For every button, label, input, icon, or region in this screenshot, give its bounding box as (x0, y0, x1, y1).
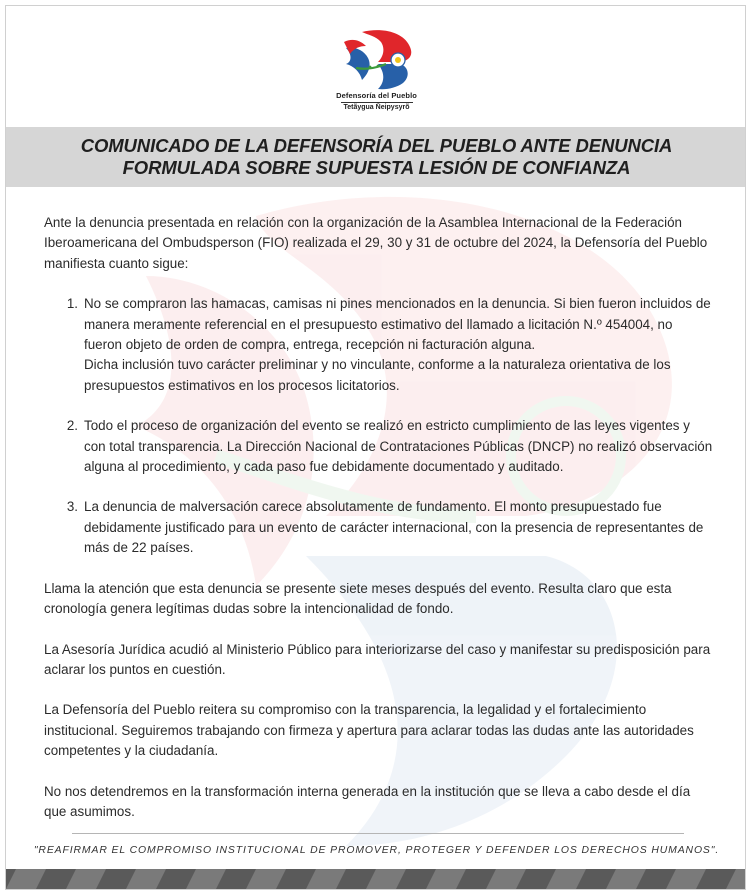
title-line-2: FORMULADA SOBRE SUPUESTA LESIÓN DE CONFIANZA (122, 157, 631, 178)
list-item-number: 3. (66, 499, 78, 515)
logo-institution-name: Defensoría del Pueblo (336, 91, 417, 100)
title-band (6, 127, 746, 187)
body-paragraph: No nos detendremos en la transformación interna generada en la institución que se lleva a cabo desde el día que asumimos. (44, 783, 691, 819)
list-item-text: La denuncia de malversación carece absolutamente de fundamento. El monto presupuestado fue debidamente justificado para un evento de carácter internacional, con la presencia de representantes de más de 22 países. (84, 499, 704, 556)
list-item (44, 294, 714, 396)
list-item-text: Todo el proceso de organización del evento se realizó en estricto cumplimiento de las leyes vigentes y con total transparencia. La Dirección Nacional de Contrataciones Públicas (DNCP) no realizó observación alguna al procedimiento, y cada paso fue debidamente documentado y auditado. (84, 418, 713, 475)
defensoria-logo-icon (338, 28, 416, 90)
list-item-text: No se compraron las hamacas, camisas ni pines mencionados en la denuncia. Si bien fueron incluidos de manera meramente referencial en el presupuesto estimativo del llamado a licitación N.º 454004, no fueron objeto de orden de compra, entrega, recepción ni facturación alguna. (84, 296, 711, 353)
footer-bar (6, 869, 746, 889)
footer-divider (72, 833, 684, 834)
list-item-number: 2. (66, 418, 78, 434)
logo-divider (341, 102, 413, 103)
communique-body (44, 213, 714, 822)
body-paragraph: La Asesoría Jurídica acudió al Ministerio Público para interiorizarse del caso y manifestar su predisposición para aclarar los puntos en cuestión. (44, 641, 711, 677)
header-logo (6, 28, 746, 111)
body-paragraph: Llama la atención que esta denuncia se presente siete meses después del evento. Resulta claro que esta cronología genera legítimas dudas sobre la intencionalidad de fondo. (44, 580, 672, 617)
document-page (5, 5, 746, 890)
list-item (44, 497, 714, 558)
footer-motto: "REAFIRMAR EL COMPROMISO INSTITUCIONAL DE PROMOVER, PROTEGER Y DEFENDER LOS DERECHOS HUMANOS". (33, 845, 720, 856)
intro-paragraph: Ante la denuncia presentada en relación con la organización de la Asamblea Internacional de la Federación Iberoamericana del Ombudsperson (FIO) realizada el 29, 30 y 31 de octubre del 2024, la Defensoría del Pueblo manifiesta cuanto sigue: (44, 215, 708, 271)
footer-stripes (6, 869, 746, 889)
body-paragraph: La Defensoría del Pueblo reitera su compromiso con la transparencia, la legalidad y el fortalecimiento institucional. Seguiremos trabajando con firmeza y apertura para aclarar todas las dudas ante las autoridades competentes y la ciudadanía. (44, 702, 694, 759)
list-item (44, 416, 714, 477)
title-line-1: COMUNICADO DE LA DEFENSORÍA DEL PUEBLO ANTE DENUNCIA (80, 135, 673, 156)
list-item-text-continued: Dicha inclusión tuvo carácter preliminar y no vinculante, conforme a la naturaleza orientativa de los presupuestos estimativos en los procesos licitatorios. (84, 357, 671, 393)
list-item-number: 1. (66, 296, 78, 312)
logo-guarani-name: Tetãygua Ñeipysyrõ (343, 104, 410, 111)
